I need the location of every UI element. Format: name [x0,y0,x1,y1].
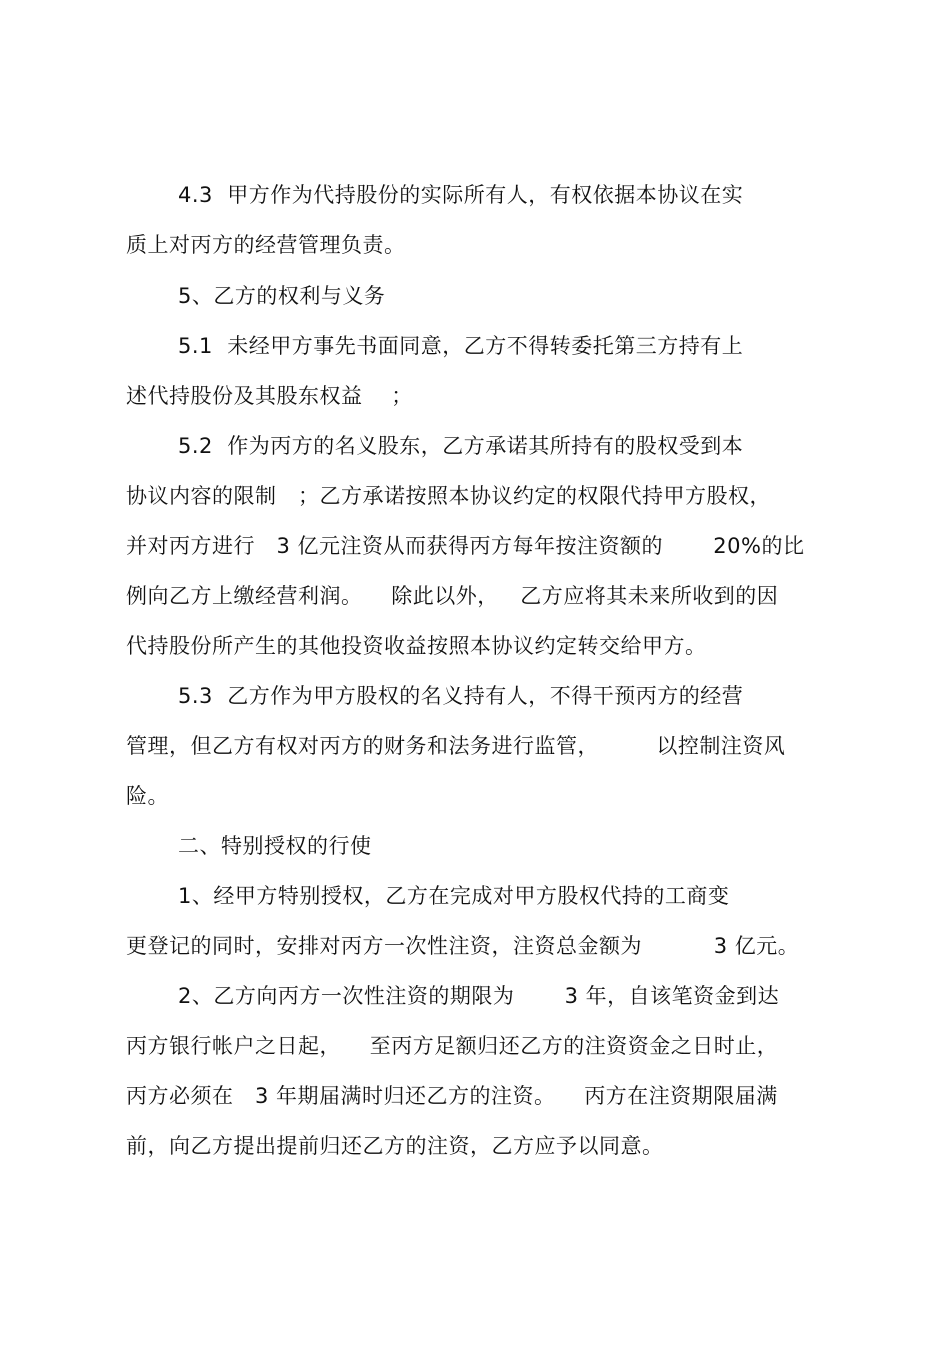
section-heading: 二、特别授权的行使 [178,834,372,858]
text-line: 例向乙方上缴经营利润。 除此以外， 乙方应将其未来所收到的因 [126,584,779,608]
text-line: 险。 [126,784,169,808]
text-line: 述代持股份及其股东权益 ； [126,384,413,408]
text-line: 4.3 甲方作为代持股份的实际所有人，有权依据本协议在实 [178,183,744,207]
text-line: 2、乙方向丙方一次性注资的期限为 3 年，自该笔资金到达 [178,984,780,1008]
text-line: 丙方银行帐户之日起， 至丙方足额归还乙方的注资资金之日时止， [126,1034,779,1058]
text-line: 代持股份所产生的其他投资收益按照本协议约定转交给甲方。 [126,634,707,658]
text-line: 5.3 乙方作为甲方股权的名义持有人，不得干预丙方的经营 [178,684,744,708]
text-line: 丙方必须在 3 年期届满时归还乙方的注资。 丙方在注资期限届满 [126,1084,778,1108]
text-line: 前，向乙方提出提前归还乙方的注资，乙方应予以同意。 [126,1134,664,1158]
text-line: 管理，但乙方有权对丙方的财务和法务进行监管， 以控制注资风 [126,734,786,758]
text-line: 质上对丙方的经营管理负责。 [126,233,406,257]
text-line: 5.2 作为丙方的名义股东，乙方承诺其所持有的股权受到本 [178,434,744,458]
text-line: 1、经甲方特别授权，乙方在完成对甲方股权代持的工商变 [178,884,730,908]
text-line: 并对丙方进行 3 亿元注资从而获得丙方每年按注资额的 20%的比 [126,534,805,558]
section-heading: 5、乙方的权利与义务 [178,284,386,308]
text-line: 协议内容的限制 ；乙方承诺按照本协议约定的权限代持甲方股权， [126,484,772,508]
text-line: 更登记的同时，安排对丙方一次性注资，注资总金额为 3 亿元。 [126,934,800,958]
text-line: 5.1 未经甲方事先书面同意，乙方不得转委托第三方持有上 [178,334,744,358]
